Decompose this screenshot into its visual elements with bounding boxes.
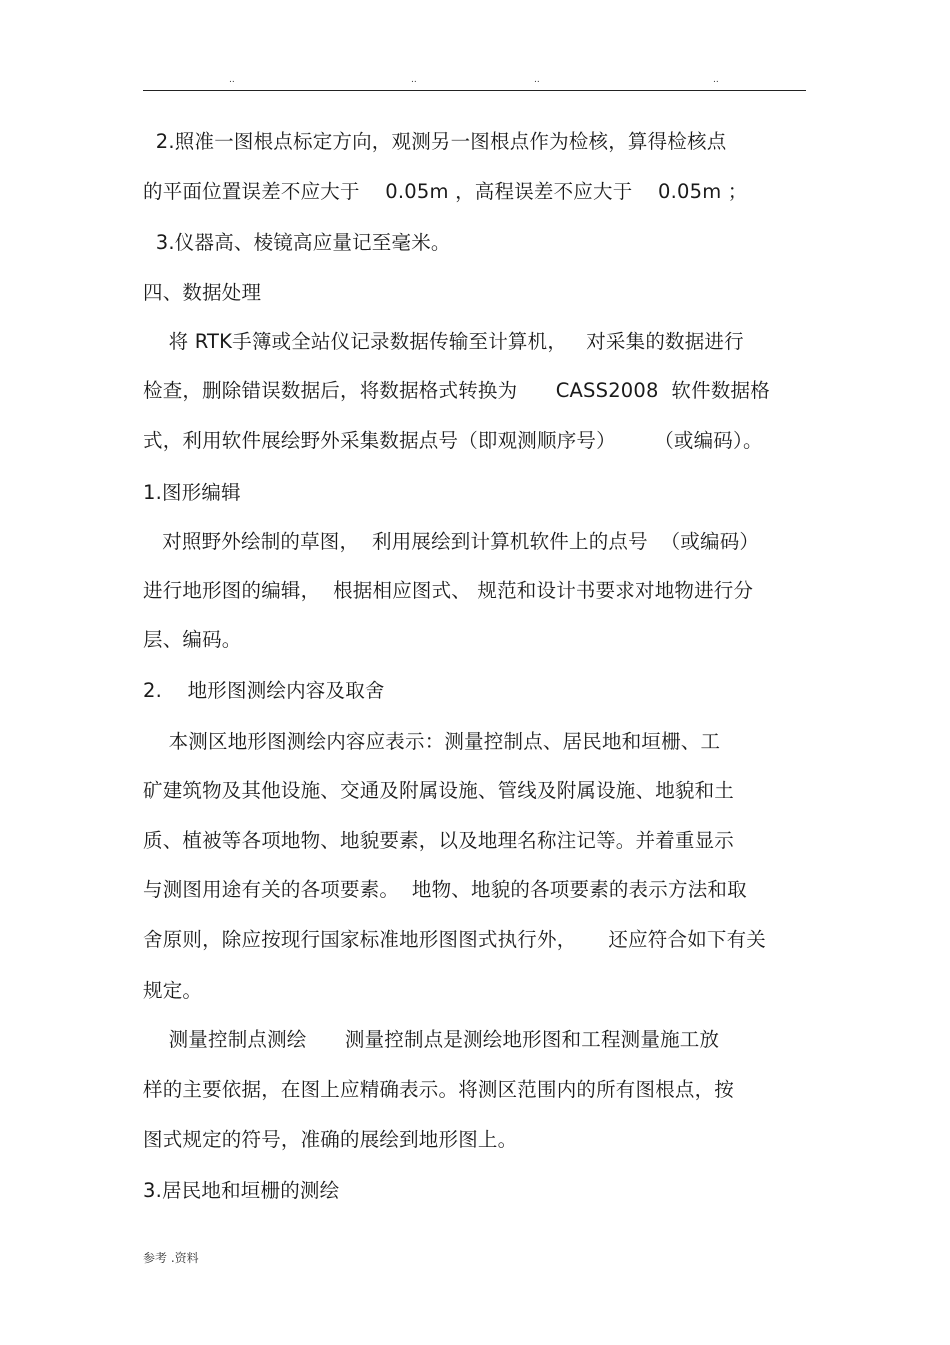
footer-note: 参考 .资料 bbox=[143, 1251, 199, 1265]
header-mark: .. bbox=[229, 75, 235, 85]
header-rule bbox=[143, 90, 806, 91]
header-mark: .. bbox=[411, 75, 417, 85]
text-line: 样的主要依据，在图上应精确表示。将测区范围内的所有图根点，按 bbox=[143, 1078, 735, 1101]
text-line: 将 RTK手簿或全站仪记录数据传输至计算机， 对采集的数据进行 bbox=[143, 330, 744, 353]
text-line: 本测区地形图测绘内容应表示：测量控制点、居民地和垣栅、工 bbox=[143, 730, 721, 753]
text-line: 质、植被等各项地物、地貌要素，以及地理名称注记等。并着重显示 bbox=[143, 829, 735, 852]
text-line: 与测图用途有关的各项要素。 地物、地貌的各项要素的表示方法和取 bbox=[143, 878, 747, 901]
subsection-heading: 2. 地形图测绘内容及取舍 bbox=[143, 679, 385, 702]
text-line: 3.仪器高、棱镜高应量记至毫米。 bbox=[143, 231, 451, 254]
text-line: 规定。 bbox=[143, 979, 203, 1002]
text-line: 层、编码。 bbox=[143, 628, 242, 651]
text-line: 图式规定的符号，准确的展绘到地形图上。 bbox=[143, 1128, 518, 1151]
text-line: 检查，删除错误数据后，将数据格式转换为 CASS2008 软件数据格 bbox=[143, 379, 770, 402]
header-marks bbox=[0, 74, 950, 86]
header-mark: .. bbox=[534, 75, 540, 85]
text-line: 对照野外绘制的草图， 利用展绘到计算机软件上的点号 （或编码） bbox=[143, 530, 760, 553]
text-line: 的平面位置误差不应大于 0.05m ，高程误差不应大于 0.05m ； bbox=[143, 180, 748, 203]
text-line: 测量控制点测绘 测量控制点是测绘地形图和工程测量施工放 bbox=[143, 1028, 720, 1051]
section-heading: 四、数据处理 bbox=[143, 281, 262, 304]
text-line: 矿建筑物及其他设施、交通及附属设施、管线及附属设施、地貌和土 bbox=[143, 779, 735, 802]
text-line: 式，利用软件展绘野外采集数据点号（即观测顺序号） （或编码）。 bbox=[143, 429, 763, 452]
header-mark: .. bbox=[713, 75, 719, 85]
text-line: 舍原则，除应按现行国家标准地形图图式执行外， 还应符合如下有关 bbox=[143, 928, 766, 951]
text-line: 2.照准一图根点标定方向，观测另一图根点作为检核，算得检核点 bbox=[143, 130, 727, 153]
subsection-heading: 1.图形编辑 bbox=[143, 481, 241, 504]
subsection-heading: 3.居民地和垣栅的测绘 bbox=[143, 1179, 340, 1202]
text-line: 进行地形图的编辑， 根据相应图式、 规范和设计书要求对地物进行分 bbox=[143, 579, 754, 602]
